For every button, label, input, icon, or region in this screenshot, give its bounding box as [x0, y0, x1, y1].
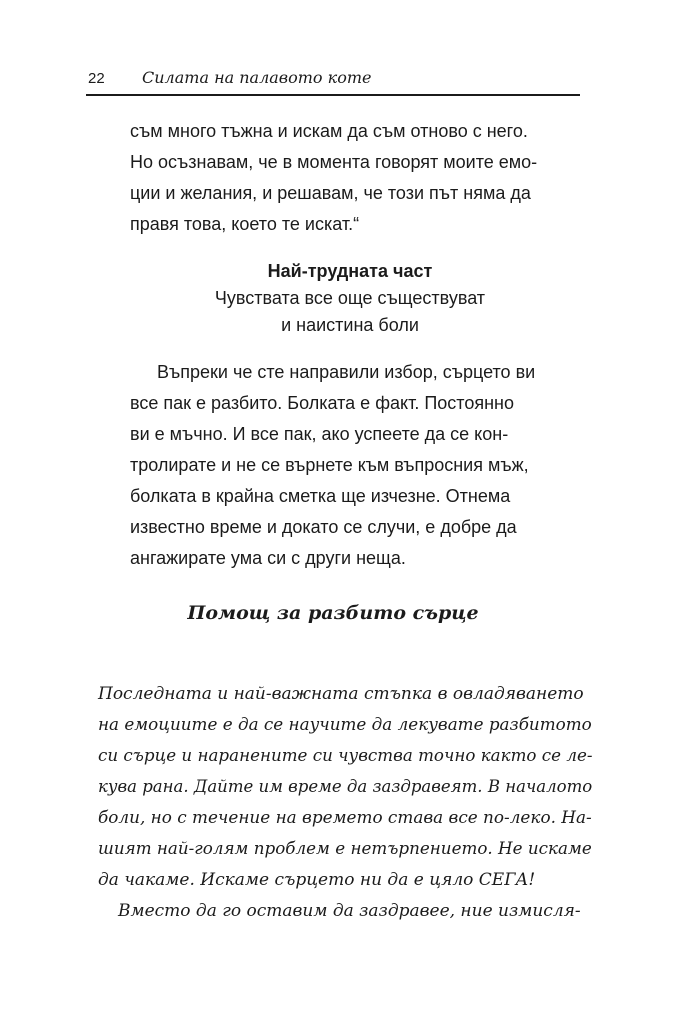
section-paragraph-line: Последната и най-важната стъпка в овладяването	[98, 684, 584, 704]
section-paragraph-line: боли, но с течение на времето става все по-леко. На-	[98, 808, 592, 828]
quote-line: съм много тъжна и искам да съм отново с него.	[130, 121, 528, 141]
box-paragraph-line: все пак е разбито. Болката е факт. Постоянно	[130, 393, 514, 413]
section-title: Помощ за разбито сърце	[187, 602, 479, 624]
section-paragraph-line: кува рана. Дайте им време да заздравеят. В началото	[98, 777, 593, 797]
box-paragraph-line: известно време и докато се случи, е добре да	[130, 517, 517, 537]
section-paragraph-line: Вместо да го оставим да заздравее, ние измисля-	[118, 901, 581, 921]
box-subtitle-line: Чувствата все още съществуват	[214, 288, 486, 308]
box-paragraph-line: ви е мъчно. И все пак, ако успеете да се кон-	[130, 424, 509, 444]
section-paragraph-line: да чакаме. Искаме сърцето ни да е цяло СЕГА!	[98, 870, 536, 890]
section-paragraph-line: шият най-голям проблем е нетърпението. Не искаме	[98, 839, 592, 859]
box-paragraph-line: Въпреки че сте направили избор, сърцето ви	[157, 362, 536, 382]
page-number: 22	[88, 70, 105, 87]
box-paragraph-line: тролирате и не се върнете към въпросния мъж,	[130, 455, 529, 475]
quote-line: Но осъзнавам, че в момента говорят моите емо-	[130, 152, 538, 172]
quote-line: правя това, което те искат.“	[130, 214, 360, 234]
section-paragraph-line: на емоциите е да се научите да лекувате разбитото	[98, 715, 592, 735]
box-subtitle-line: и наистина боли	[281, 315, 419, 335]
box-title: Най-трудната част	[267, 261, 433, 281]
running-header	[86, 66, 580, 96]
quote-line: ции и желания, и решавам, че този път няма да	[130, 183, 531, 203]
running-title: Силата на палавото коте	[142, 68, 372, 87]
box-paragraph-line: ангажирате ума си с други неща.	[130, 548, 406, 568]
box-paragraph-line: болката в крайна сметка ще изчезне. Отнема	[130, 486, 511, 506]
section-paragraph-line: си сърце и наранените си чувства точно както се ле-	[98, 746, 593, 766]
